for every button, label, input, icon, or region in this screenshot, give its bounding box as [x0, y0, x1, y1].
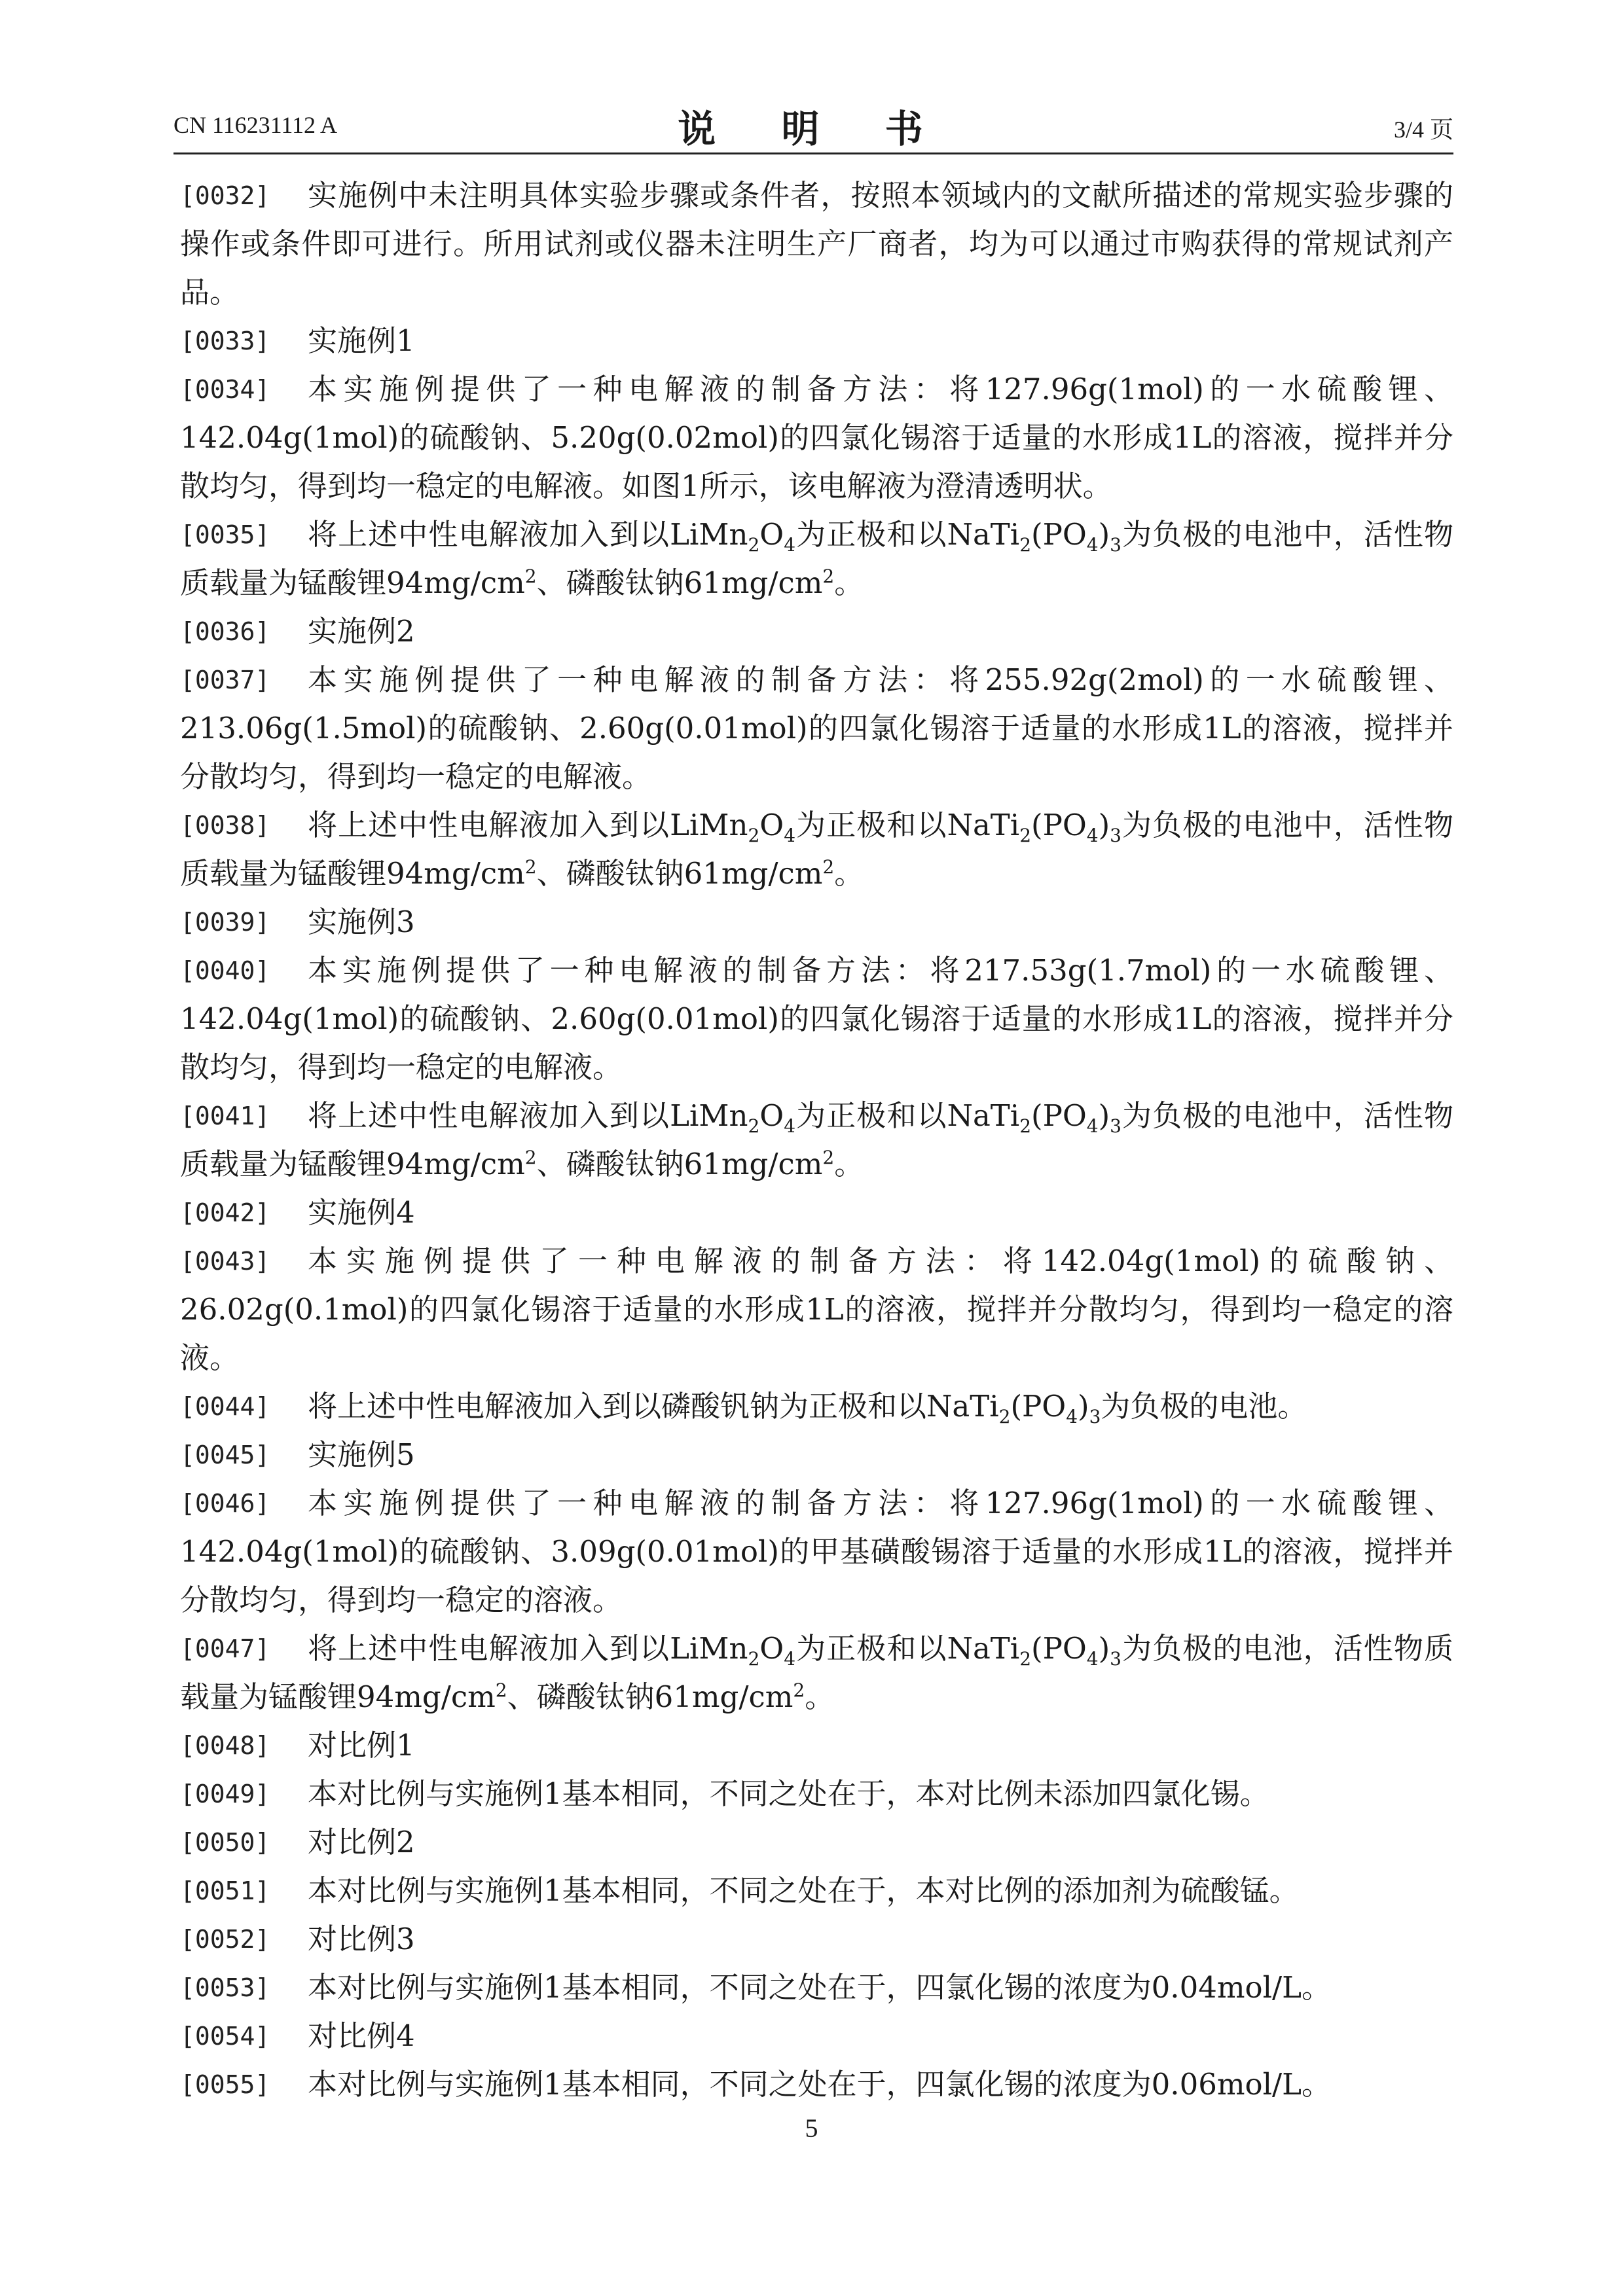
paragraph-text: 将上述中性电解液加入到以$LiMn_2O_4$为正极和以$NaTi_2(PO_4)_3$为负极的电池中，活性物质载量为锰酸锂$94mg/cm^2$、磷酸钛钠$61mg/cm^2$。 [180, 808, 1453, 891]
paragraph-0042 [180, 1189, 1453, 1237]
example-heading: 实施例5 [308, 1437, 415, 1472]
paragraph-number: [0045] [180, 1441, 270, 1469]
paragraph-number: [0044] [180, 1392, 270, 1421]
paragraph-number: [0034] [180, 375, 270, 404]
paragraph-0055 [180, 2060, 1453, 2109]
paragraph-number: [0055] [180, 2070, 270, 2099]
example-heading: 实施例3 [308, 905, 415, 939]
comparative-heading: 对比例3 [308, 1922, 415, 1956]
example-heading: 实施例1 [308, 323, 415, 358]
paragraph-text: 本实施例提供了一种电解液的制备方法：将217.53g(1.7mol)的一水硫酸锂、142.04g(1mol)的硫酸钠、2.60g(0.01mol)的四氯化锡溶于适量的水形成1L的溶液，搅拌并分散均匀，得到均一稳定的电解液。 [180, 953, 1453, 1085]
paragraph-text: 将上述中性电解液加入到以$LiMn_2O_4$为正极和以$NaTi_2(PO_4)_3$为负极的电池中，活性物质载量为锰酸锂$94mg/cm^2$、磷酸钛钠$61mg/cm^2$。 [180, 517, 1453, 600]
paragraph-number: [0052] [180, 1925, 270, 1954]
paragraph-text: 本对比例与实施例1基本相同，不同之处在于，四氯化锡的浓度为0.06mol/L。 [308, 2067, 1332, 2102]
paragraph-number: [0041] [180, 1102, 270, 1130]
paragraph-0033 [180, 317, 1453, 365]
comparative-heading: 对比例4 [308, 2018, 415, 2053]
paragraph-text: 将上述中性电解液加入到以$LiMn_2O_4$为正极和以$NaTi_2(PO_4)_3$为负极的电池中，活性物质载量为锰酸锂$94mg/cm^2$、磷酸钛钠$61mg/cm^2$。 [180, 1098, 1453, 1181]
paragraph-number: [0042] [180, 1198, 270, 1227]
header-divider [173, 152, 1453, 154]
paragraph-0039 [180, 898, 1453, 946]
paragraph-number: [0053] [180, 1973, 270, 2002]
paragraph-text: 本对比例与实施例1基本相同，不同之处在于，本对比例未添加四氯化锡。 [308, 1776, 1269, 1811]
paragraph-number: [0046] [180, 1489, 270, 1518]
paragraph-text: 本实施例提供了一种电解液的制备方法：将127.96g(1mol)的一水硫酸锂、142.04g(1mol)的硫酸钠、3.09g(0.01mol)的甲基磺酸锡溶于适量的水形成1L的溶液，搅拌并分散均匀，得到均一稳定的溶液。 [180, 1486, 1453, 1617]
paragraph-0052 [180, 1915, 1453, 1964]
paragraph-number: [0047] [180, 1634, 270, 1663]
paragraph-number: [0033] [180, 327, 270, 355]
paragraph-text: 本实施例提供了一种电解液的制备方法：将255.92g(2mol)的一水硫酸锂、213.06g(1.5mol)的硫酸钠、2.60g(0.01mol)的四氯化锡溶于适量的水形成1L的溶液，搅拌并分散均匀，得到均一稳定的电解液。 [180, 662, 1453, 794]
paragraph-number: [0035] [180, 520, 270, 549]
example-heading: 实施例4 [308, 1195, 415, 1230]
paragraph-0044 [180, 1382, 1453, 1431]
paragraph-number: [0043] [180, 1247, 270, 1276]
document-body [180, 171, 1453, 2109]
paragraph-number: [0054] [180, 2022, 270, 2051]
comparative-heading: 对比例1 [308, 1728, 415, 1763]
paragraph-text: 本对比例与实施例1基本相同，不同之处在于，四氯化锡的浓度为0.04mol/L。 [308, 1970, 1332, 2005]
paragraph-0053 [180, 1964, 1453, 2012]
paragraph-number: [0037] [180, 666, 270, 694]
paragraph-0051 [180, 1867, 1453, 1915]
paragraph-text: 将上述中性电解液加入到以磷酸钒钠为正极和以$NaTi_2(PO_4)_3$为负极的电池。 [308, 1389, 1307, 1427]
paragraph-0038 [180, 801, 1453, 898]
paragraph-0041 [180, 1092, 1453, 1189]
paragraph-number: [0036] [180, 617, 270, 646]
paragraph-0045 [180, 1431, 1453, 1479]
paragraph-number: [0039] [180, 908, 270, 937]
paragraph-0048 [180, 1721, 1453, 1770]
paragraph-text: 本实施例提供了一种电解液的制备方法：将127.96g(1mol)的一水硫酸锂、142.04g(1mol)的硫酸钠、5.20g(0.02mol)的四氯化锡溶于适量的水形成1L的溶液，搅拌并分散均匀，得到均一稳定的电解液。如图1所示，该电解液为澄清透明状。 [180, 372, 1453, 503]
paragraph-text: 本实施例提供了一种电解液的制备方法：将142.04g(1mol)的硫酸钠、26.02g(0.1mol)的四氯化锡溶于适量的水形成1L的溶液，搅拌并分散均匀，得到均一稳定的溶液。 [180, 1244, 1453, 1375]
paragraph-text: 本对比例与实施例1基本相同，不同之处在于，本对比例的添加剂为硫酸锰。 [308, 1873, 1299, 1908]
paragraph-0043 [180, 1237, 1453, 1382]
paragraph-number: [0050] [180, 1828, 270, 1857]
paragraph-text: 将上述中性电解液加入到以$LiMn_2O_4$为正极和以$NaTi_2(PO_4)_3$为负极的电池，活性物质载量为锰酸锂$94mg/cm^2$、磷酸钛钠$61mg/cm^2$。 [180, 1631, 1453, 1714]
page-number: 5 [805, 2113, 818, 2143]
paragraph-0037 [180, 656, 1453, 801]
paragraph-0047 [180, 1624, 1453, 1721]
paragraph-0034 [180, 365, 1453, 511]
paragraph-0035 [180, 511, 1453, 607]
page-header [173, 98, 1453, 151]
patent-number: CN 116231112 A [173, 112, 338, 138]
paragraph-0049 [180, 1770, 1453, 1818]
paragraph-number: [0040] [180, 956, 270, 985]
paragraph-number: [0048] [180, 1731, 270, 1760]
paragraph-0046 [180, 1479, 1453, 1624]
paragraph-0050 [180, 1818, 1453, 1867]
paragraph-0032 [180, 171, 1453, 317]
paragraph-0040 [180, 946, 1453, 1092]
page-indicator: 3/4 页 [1393, 117, 1453, 143]
paragraph-number: [0032] [180, 181, 270, 210]
paragraph-number: [0049] [180, 1780, 270, 1808]
paragraph-0054 [180, 2012, 1453, 2060]
paragraph-number: [0038] [180, 811, 270, 840]
document-title: 说 明 书 [678, 107, 949, 151]
paragraph-number: [0051] [180, 1876, 270, 1905]
paragraph-text: 实施例中未注明具体实验步骤或条件者，按照本领域内的文献所描述的常规实验步骤的操作或条件即可进行。所用试剂或仪器未注明生产厂商者，均为可以通过市购获得的常规试剂产品。 [180, 178, 1453, 310]
example-heading: 实施例2 [308, 614, 415, 649]
paragraph-0036 [180, 607, 1453, 656]
comparative-heading: 对比例2 [308, 1825, 415, 1859]
